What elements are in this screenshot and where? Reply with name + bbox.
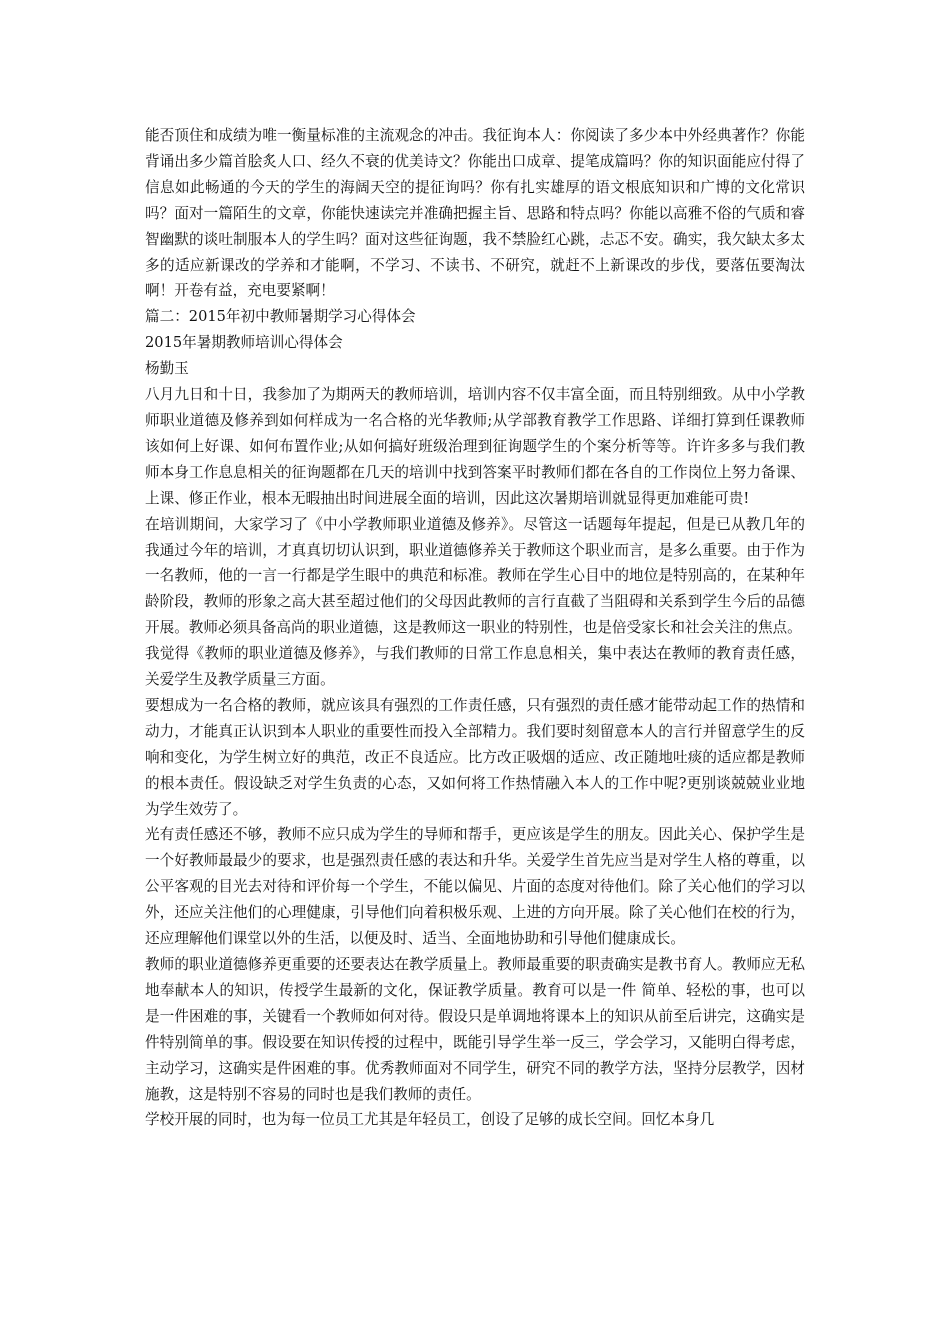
paragraph-intro-continuation: 能否顶住和成绩为唯一衡量标准的主流观念的冲击。我征询本人：你阅读了多少本中外经典著作？你能背诵出多少篇首脍炙人口、经久不衰的优美诗文？你能出口成章、提笔成篇吗？你的知识面能应付得了信息如此畅通的今天的学生的海阔天空的提征询吗？你有扎实雄厚的语文根底知识和广博的文化常识吗？面对一篇陌生的文章，你能快速读完并准确把握主旨、思路和特点吗？你能以高雅不俗的气质和睿智幽默的谈吐制服本人的学生吗？面对这些征询题，我不禁脸红心跳，忐忑不安。确实，我欠缺太多太多的适应新课改的学养和才能啊，不学习、不读书、不研究，就赶不上新课改的步伐，要落伍要淘汰啊！开卷有益，充电要紧啊！ — [145, 127, 805, 300]
paragraph-professional-ethics: 在培训期间，大家学习了《中小学教师职业道德及修养》。尽管这一话题每年提起，但是已从教几年的我通过今年的培训，才真真切切认识到，职业道德修养关于教师这个职业而言，是多么重要。由于作为一名教师，他的一言一行都是学生眼中的典范和标准。教师在学生心目中的地位是特别高的，在某种年龄阶段，教师的形象之高大甚至超过他们的父母因此教师的言行直截了当阻碍和关系到学生今后的品德开展。教师必须具备高尚的职业道德，这是教师这一职业的特别性，也是倍受家长和社会关注的焦点。 — [145, 515, 805, 637]
document-body — [145, 123, 805, 1133]
paragraph-caring-students: 光有责任感还不够，教师不应只成为学生的导师和帮手，更应该是学生的朋友。因此关心、保护学生是一个好教师最最少的要求，也是强烈责任感的表达和升华。关爱学生首先应当是对学生人格的尊重，以公平客观的目光去对待和评价每一个学生，不能以偏见、片面的态度对待他们。除了关心他们的学习以外，还应关注他们的心理健康，引导他们向着积极乐观、上进的方向开展。除了关心他们在校的行为，还应理解他们课堂以外的生活，以便及时、适当、全面地协助和引导他们健康成长。 — [145, 826, 805, 948]
paragraph-school-development: 学校开展的同时，也为每一位员工尤其是年轻员工，创设了足够的成长空间。回忆本身几 — [145, 1111, 715, 1129]
section-heading-part-two: 篇二：2015年初中教师暑期学习心得体会 — [145, 308, 416, 326]
paragraph-responsibility: 要想成为一名合格的教师，就应该具有强烈的工作责任感，只有强烈的责任感才能带动起工作的热情和动力，才能真正认识到本人职业的重要性而投入全部精力。我们要时刻留意本人的言行并留意学生的反响和变化，为学生树立好的典范，改正不良适应。比方改正吸烟的适应、改正随地吐痰的适应都是教师的根本责任。假设缺乏对学生负责的心态，又如何将工作热情融入本人的工作中呢?更别谈兢兢业业地为学生效劳了。 — [145, 696, 805, 818]
author-name: 杨勤玉 — [145, 360, 189, 378]
paragraph-training-overview: 八月九日和十日，我参加了为期两天的教师培训，培训内容不仅丰富全面，而且特别细致。从中小学教师职业道德及修养到如何样成为一名合格的光华教师;从学部教育教学工作思路、详细打算到任课教师该如何上好课、如何布置作业;从如何搞好班级治理到征询题学生的个案分析等等。许许多多与我们教师本身工作息息相关的征询题都在几天的培训中找到答案平时教师们都在各自的工作岗位上努力备课、上课、修正作业，根本无暇抽出时间进展全面的培训，因此这次暑期培训就显得更加难能可贵! — [145, 386, 805, 507]
article-title: 2015年暑期教师培训心得体会 — [145, 334, 343, 352]
paragraph-three-aspects: 我觉得《教师的职业道德及修养》，与我们教师的日常工作息息相关，集中表达在教师的教育责任感，关爱学生及教学质量三方面。 — [145, 645, 805, 689]
paragraph-teaching-quality: 教师的职业道德修养更重要的还要表达在教学质量上。教师最重要的职责确实是教书育人。教师应无私地奉献本人的知识，传授学生最新的文化，保证教学质量。教育可以是一件 简单、轻松的事，也可以是一件困难的事，关键看一个教师如何对待。假设只是单调地将课本上的知识从前至后讲完，这确实是件特别简单的事。假设要在知识传授的过程中，既能引导学生举一反三，学会学习，又能明白得考虑，主动学习，这确实是件困难的事。优秀教师面对不同学生，研究不同的教学方法，坚持分层教学，因材施教，这是特别不容易的同时也是我们教师的责任。 — [145, 956, 805, 1103]
